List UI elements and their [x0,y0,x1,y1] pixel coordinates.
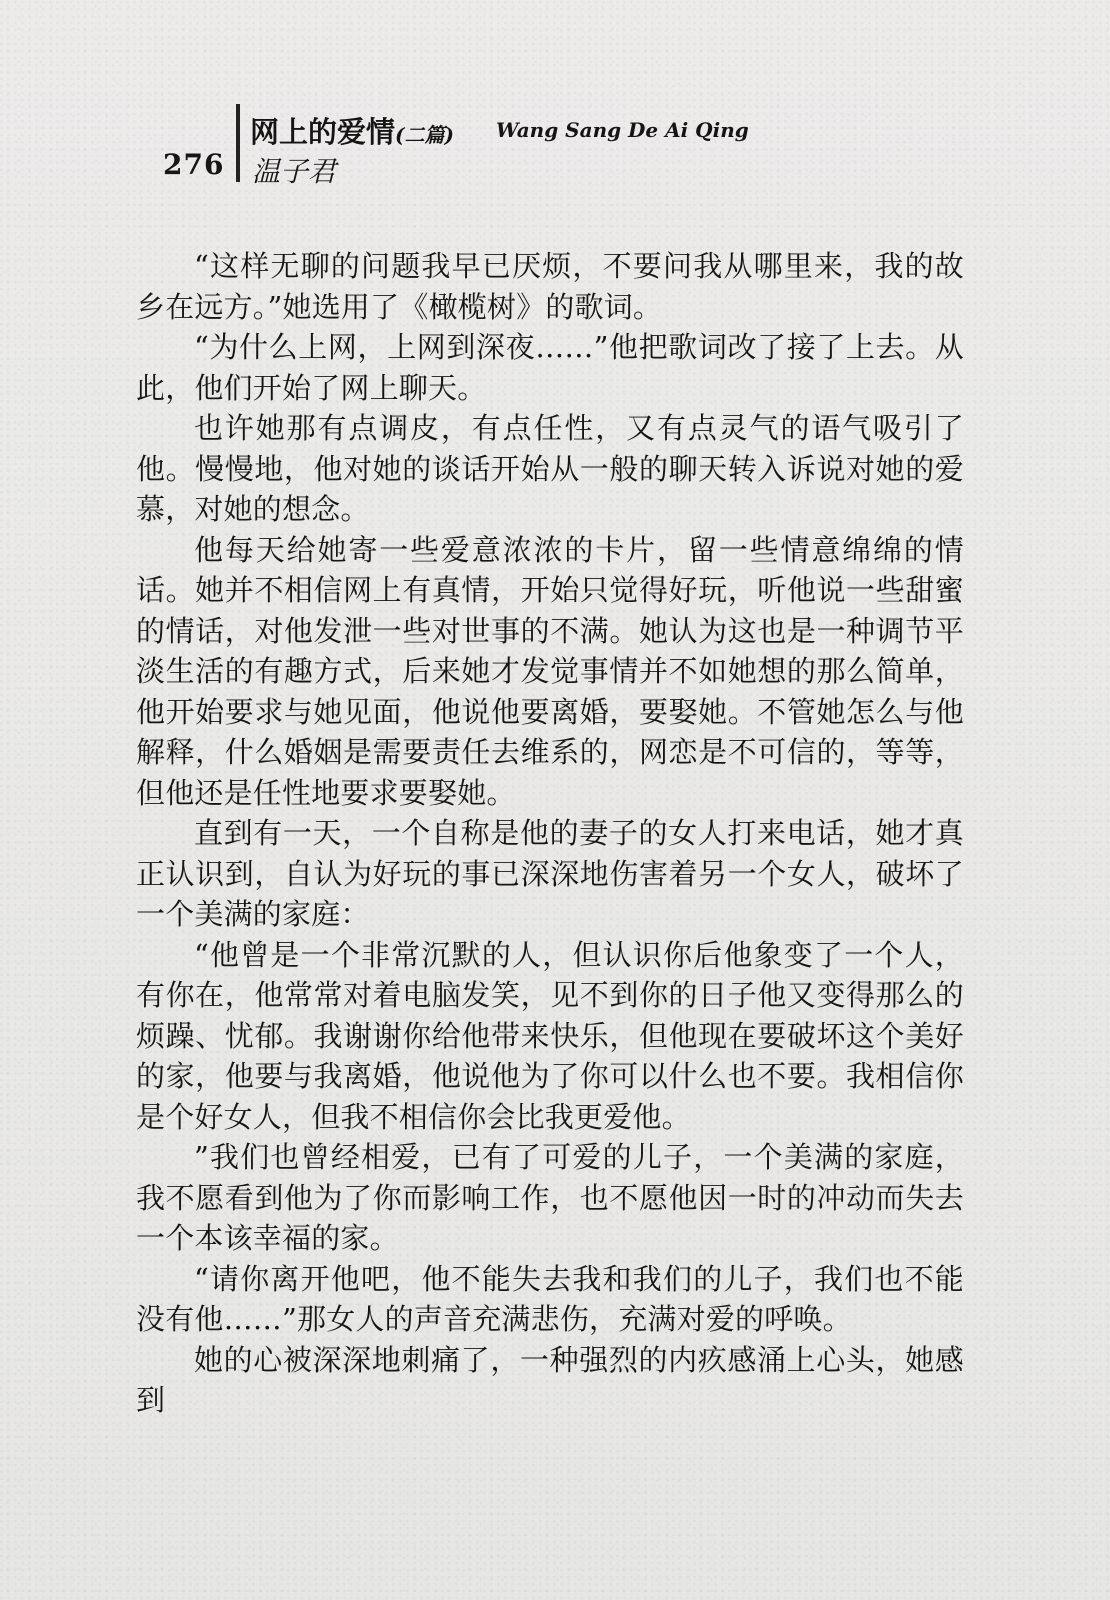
paragraph: 她的心被深深地刺痛了，一种强烈的内疚感涌上心头，她感到 [136,1342,964,1417]
paragraph: “这样无聊的问题我早已厌烦，不要问我从哪里来，我的故乡在远方。”她选用了《橄榄树》的歌词。 [136,249,964,324]
paragraph: “请你离开他吧，他不能失去我和我们的儿子，我们也不能没有他……”那女人的声音充满悲伤，充满对爱的呼唤。 [136,1261,964,1336]
author-name: 温子君 [252,155,337,188]
paragraph: “为什么上网，上网到深夜……”他把歌词改了接了上去。从此，他们开始了网上聊天。 [136,330,964,405]
paragraph: 也许她那有点调皮，有点任性，又有点灵气的语气吸引了他。慢慢地，他对她的谈话开始从一般的聊天转入诉说对她的爱慕，对她的想念。 [136,411,964,526]
page-number: 276 [163,148,225,181]
page-header [0,0,1110,200]
paragraph: 他每天给她寄一些爱意浓浓的卡片，留一些情意绵绵的情话。她并不相信网上有真情，开始只觉得好玩，听他说一些甜蜜的情话，对他发泄一些对世事的不满。她认为这也是一种调节平淡生活的有趣方式，后来她才发觉事情并不如她想的那么简单，他开始要求与她见面，他说他要离婚，要娶她。不管她怎么与他解释，什么婚姻是需要责任去维系的，网恋是不可信的，等等，但他还是任性地要求要娶她。 [136,532,964,810]
header-divider [236,104,240,182]
title-main: 网上的爱情 [250,115,396,149]
body-text [136,246,964,1421]
book-title [250,110,454,151]
title-pinyin: Wang Sang De Ai Qing [496,118,749,142]
paragraph: 直到有一天，一个自称是他的妻子的女人打来电话，她才真正认识到，自认为好玩的事已深深地伤害着另一个女人，破坏了一个美满的家庭： [136,816,964,931]
title-note: (二篇) [395,123,454,147]
paragraph: ”我们也曾经相爱，已有了可爱的儿子，一个美满的家庭，我不愿看到他为了你而影响工作，也不愿他因一时的冲动而失去一个本该幸福的家。 [136,1140,964,1255]
paragraph: “他曾是一个非常沉默的人，但认识你后他象变了一个人，有你在，他常常对着电脑发笑，见不到你的日子他又变得那么的烦躁、忧郁。我谢谢你给他带来快乐，但他现在要破坏这个美好的家，他要与我离婚，他说他为了你可以什么也不要。我相信你是个好女人，但我不相信你会比我更爱他。 [136,937,964,1134]
